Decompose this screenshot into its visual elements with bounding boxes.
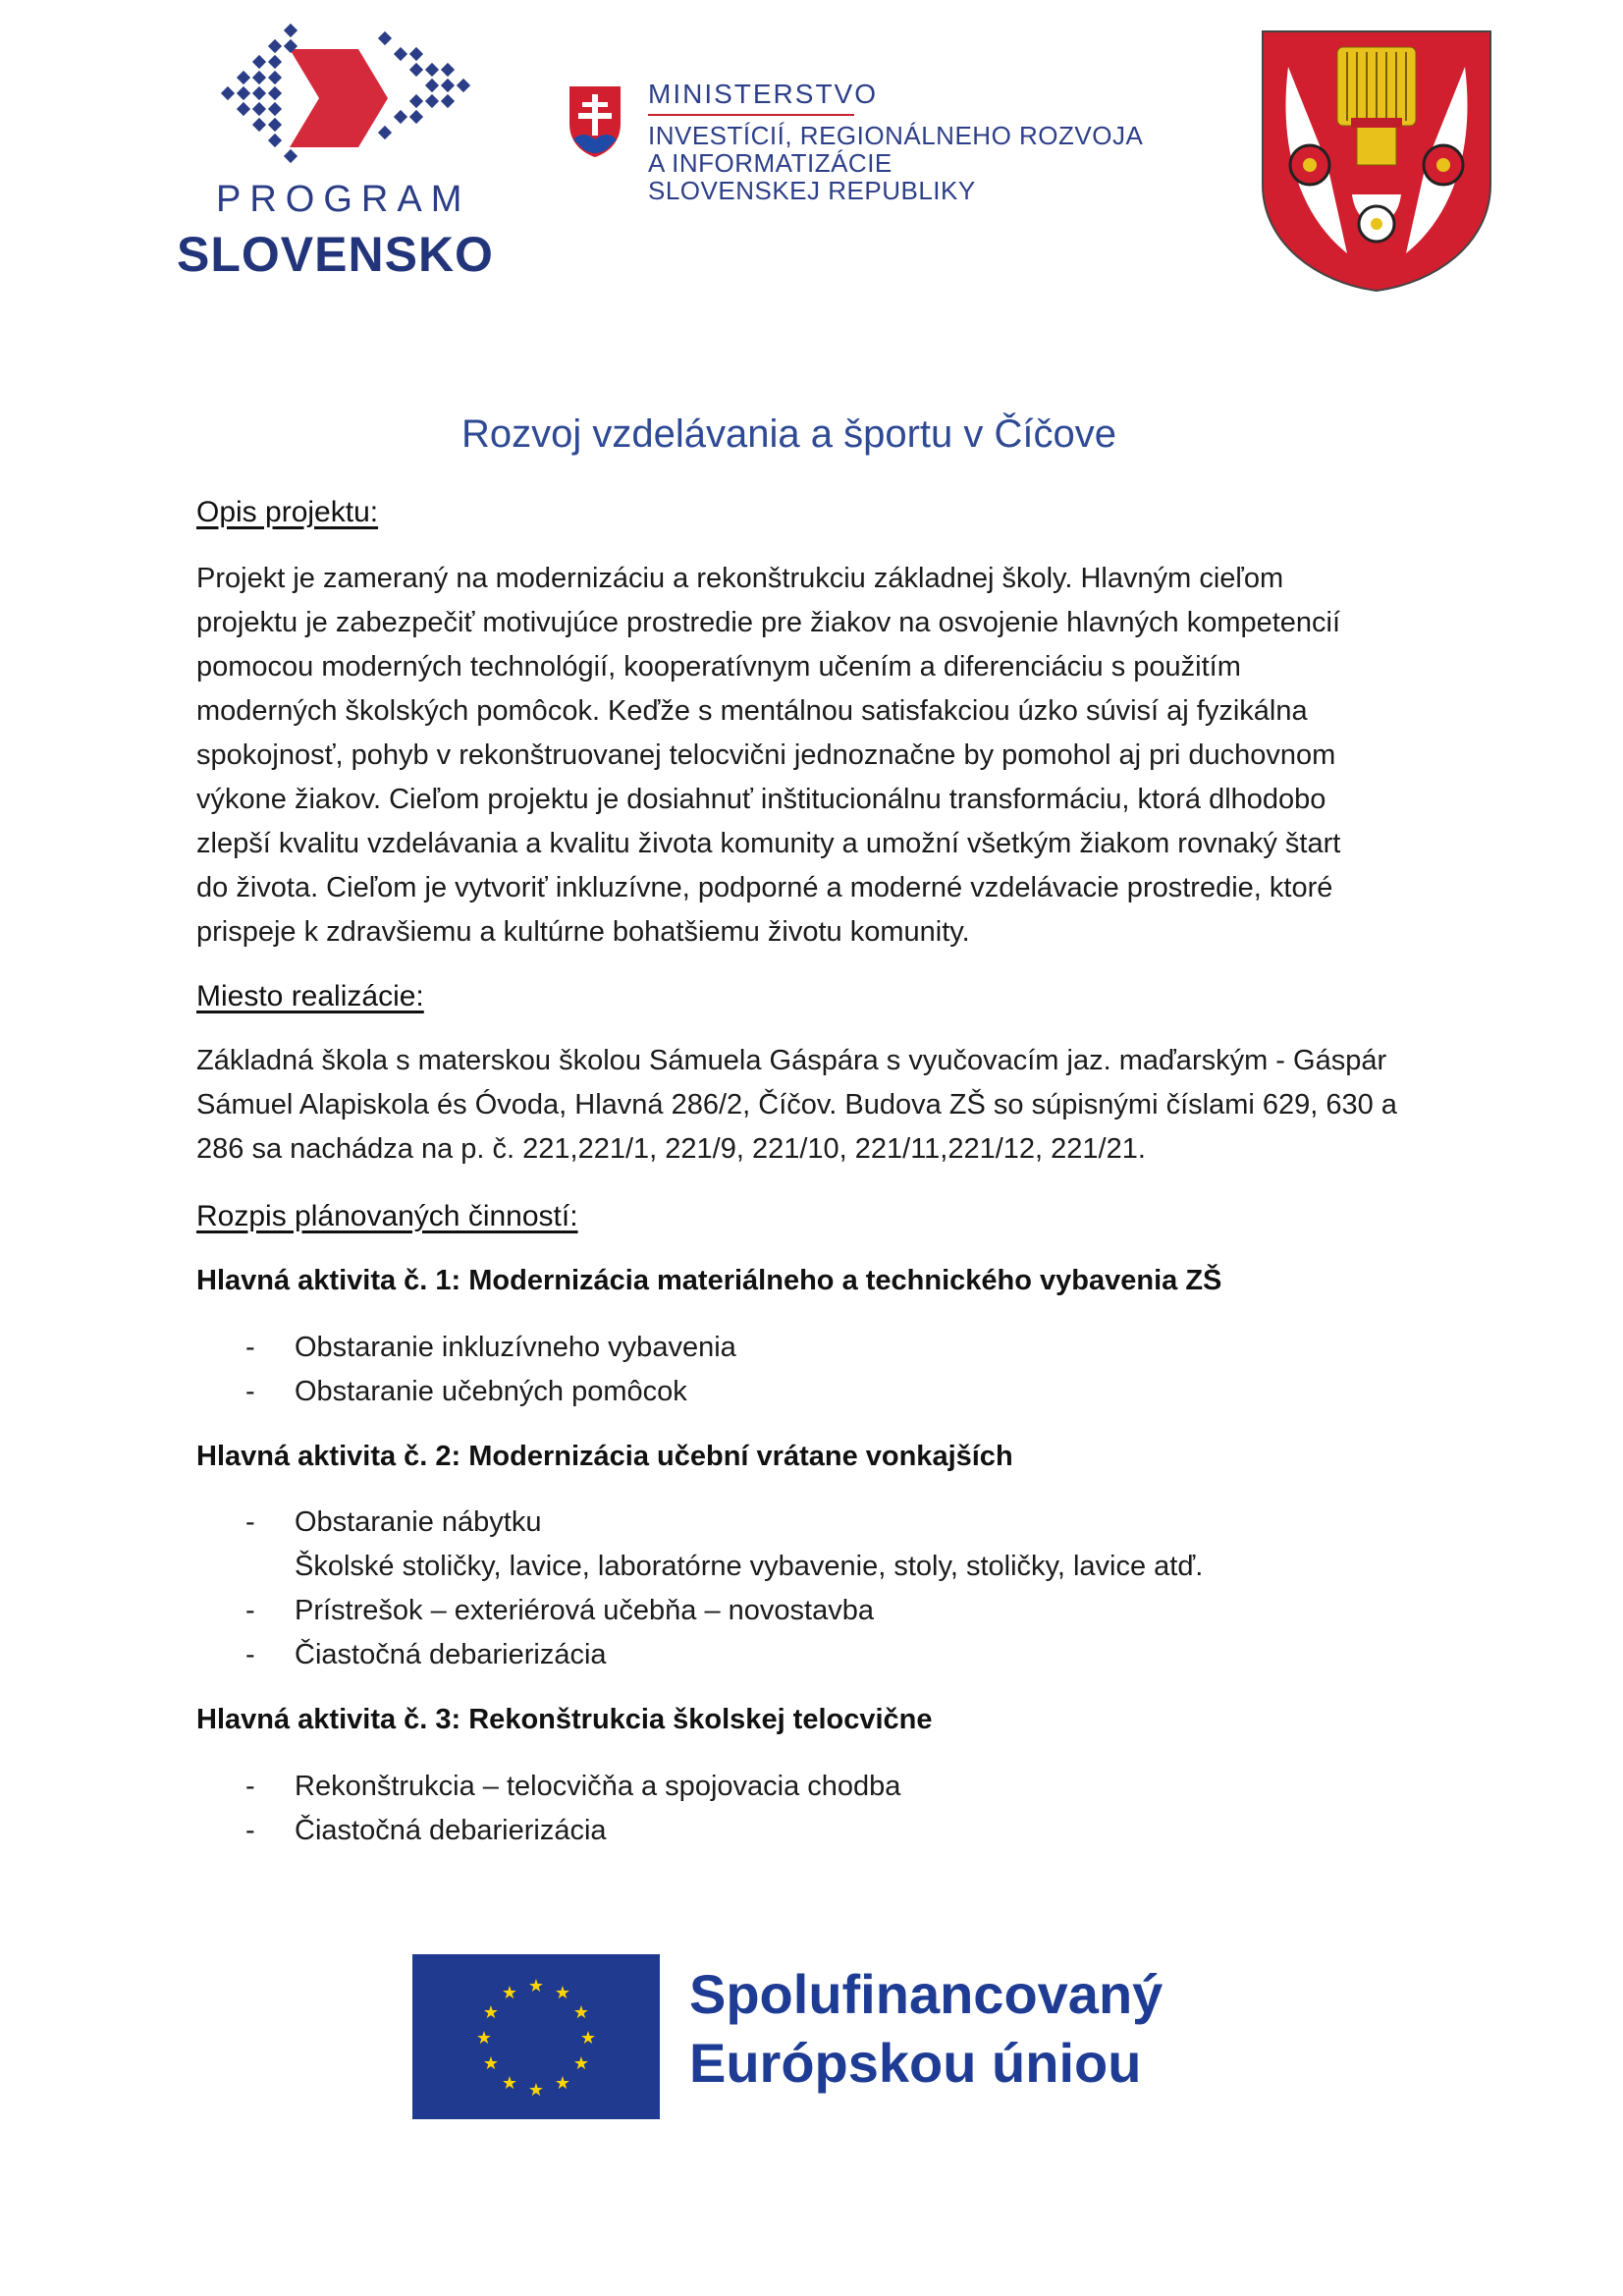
- description-paragraph: [196, 557, 1443, 955]
- ministry-line-1: INVESTÍCIÍ, REGIONÁLNEHO ROZVOJA: [648, 121, 1144, 150]
- dash-bullet: -: [245, 1595, 255, 1626]
- slovak-shield-icon: [568, 84, 622, 159]
- list-item-text: Čiastočná debarierizácia: [295, 1815, 607, 1846]
- description-line: pomocou moderných technológií, kooperatívnym učením a diferenciáciu s použitím: [196, 651, 1241, 683]
- list-item-text: Prístrešok – exteriérová učebňa – novostavba: [295, 1595, 874, 1626]
- svg-text:★: ★: [501, 1983, 518, 2003]
- list-item-text: Čiastočná debarierizácia: [295, 1639, 607, 1670]
- dash-bullet: -: [245, 1332, 255, 1363]
- svg-text:★: ★: [527, 2080, 545, 2101]
- list-item: [196, 1326, 736, 1370]
- dash-bullet: -: [245, 1376, 255, 1407]
- list-item: [196, 1589, 1203, 1633]
- description-line: do života. Cieľom je vytvoriť inkluzívne, podporné a moderné vzdelávacie prostredie, ktoré: [196, 872, 1333, 903]
- municipal-coat-of-arms-icon: [1259, 27, 1494, 295]
- activity-1-title: Hlavná aktivita č. 1: Modernizácia materiálneho a technického vybavenia ZŠ: [196, 1265, 1222, 1296]
- svg-text:★: ★: [527, 1976, 545, 1996]
- svg-text:★: ★: [501, 2073, 518, 2094]
- dash-bullet: -: [245, 1815, 255, 1846]
- svg-text:★: ★: [554, 1983, 571, 2003]
- location-line: Základná škola s materskou školou Sámuela Gáspára s vyučovacím jaz. maďarským - Gáspár: [196, 1045, 1387, 1076]
- page-title: Rozvoj vzdelávania a športu v Číčove: [461, 412, 1116, 456]
- ministry-line-2: A INFORMATIZÁCIE: [648, 148, 893, 178]
- description-line: prispeje k zdravšiemu a kultúrne bohatšiemu životu komunity.: [196, 916, 970, 948]
- ministry-subtitle: [648, 122, 1143, 204]
- location-line: Sámuel Alapiskola és Óvoda, Hlavná 286/2, Číčov. Budova ZŠ so súpisnými číslami 629, 630 a: [196, 1089, 1397, 1121]
- red-chevron-shape: [290, 49, 388, 147]
- activity-2-title: Hlavná aktivita č. 2: Modernizácia učební vrátane vonkajších: [196, 1441, 1013, 1472]
- list-item-text: Obstaranie nábytku: [295, 1506, 542, 1538]
- program-name: SLOVENSKO: [177, 227, 494, 282]
- activity-2-list: [196, 1501, 1203, 1677]
- activities-heading: Rozpis plánovaných činností:: [196, 1200, 578, 1232]
- ministry-logo: [568, 79, 1176, 226]
- ministry-divider: [648, 114, 854, 116]
- activity-3-title: Hlavná aktivita č. 3: Rekonštrukcia školskej telocvične: [196, 1704, 933, 1735]
- location-line: 286 sa nachádza na p. č. 221,221/1, 221/9, 221/10, 221/11,221/12, 221/21.: [196, 1133, 1146, 1165]
- description-line: Projekt je zameraný na modernizáciu a rekonštrukciu základnej školy. Hlavným cieľom: [196, 563, 1284, 594]
- activity-3-list: [196, 1765, 900, 1853]
- location-paragraph: [196, 1039, 1443, 1172]
- svg-text:★: ★: [482, 2053, 500, 2074]
- location-heading: Miesto realizácie:: [196, 980, 424, 1012]
- list-item: [196, 1765, 900, 1809]
- list-item: [196, 1809, 900, 1853]
- program-slovensko-logo: [172, 20, 494, 282]
- svg-text:★: ★: [572, 2002, 590, 2023]
- dash-bullet: -: [245, 1506, 255, 1538]
- program-word: PROGRAM: [216, 179, 471, 220]
- dash-bullet: -: [245, 1771, 255, 1802]
- dash-bullet: -: [245, 1639, 255, 1670]
- eu-line-2: Európskou úniou: [689, 2032, 1142, 2094]
- list-item-text: Obstaranie učebných pomôcok: [295, 1376, 687, 1407]
- description-line: výkone žiakov. Cieľom projektu je dosiahnuť inštitucionálnu transformáciu, ktorá dlhodobo: [196, 784, 1326, 815]
- description-line: spokojnosť, pohyb v rekonštruovanej telocvični jednoznačne by pomohol aj pri duchovnom: [196, 739, 1336, 771]
- list-item-subline: Školské stoličky, lavice, laboratórne vybavenie, stoly, stoličky, lavice atď.: [295, 1551, 1204, 1582]
- svg-text:★: ★: [572, 2053, 590, 2074]
- description-line: projektu je zabezpečiť motivujúce prostredie pre žiakov na osvojenie hlavných kompetencií: [196, 607, 1341, 638]
- svg-text:★: ★: [554, 2073, 571, 2094]
- ministry-title: MINISTERSTVO: [648, 79, 879, 109]
- svg-text:★: ★: [475, 2028, 493, 2049]
- activity-1-list: [196, 1326, 736, 1414]
- description-line: zlepší kvalitu vzdelávania a kvalitu života komunity a umožní všetkým žiakom rovnaký štart: [196, 828, 1341, 859]
- ministry-line-3: SLOVENSKEJ REPUBLIKY: [648, 176, 976, 205]
- eu-cofinanced-text: [689, 1960, 1163, 2098]
- list-item-text: Rekonštrukcia – telocvičňa a spojovacia chodba: [295, 1771, 901, 1802]
- description-line: moderných školských pomôcok. Keďže s mentálnou satisfakciou úzko súvisí aj fyzikálna: [196, 695, 1308, 727]
- svg-text:★: ★: [579, 2028, 597, 2049]
- program-slovensko-emblem: [172, 20, 486, 177]
- list-item: [196, 1633, 1203, 1677]
- list-item: [196, 1501, 1203, 1589]
- description-heading: Opis projektu:: [196, 496, 379, 528]
- eu-line-1: Spolufinancovaný: [689, 1963, 1163, 2025]
- eu-flag-icon: [412, 1954, 660, 2119]
- svg-text:★: ★: [482, 2002, 500, 2023]
- list-item-text: Obstaranie inkluzívneho vybavenia: [295, 1332, 736, 1363]
- list-item: [196, 1370, 736, 1414]
